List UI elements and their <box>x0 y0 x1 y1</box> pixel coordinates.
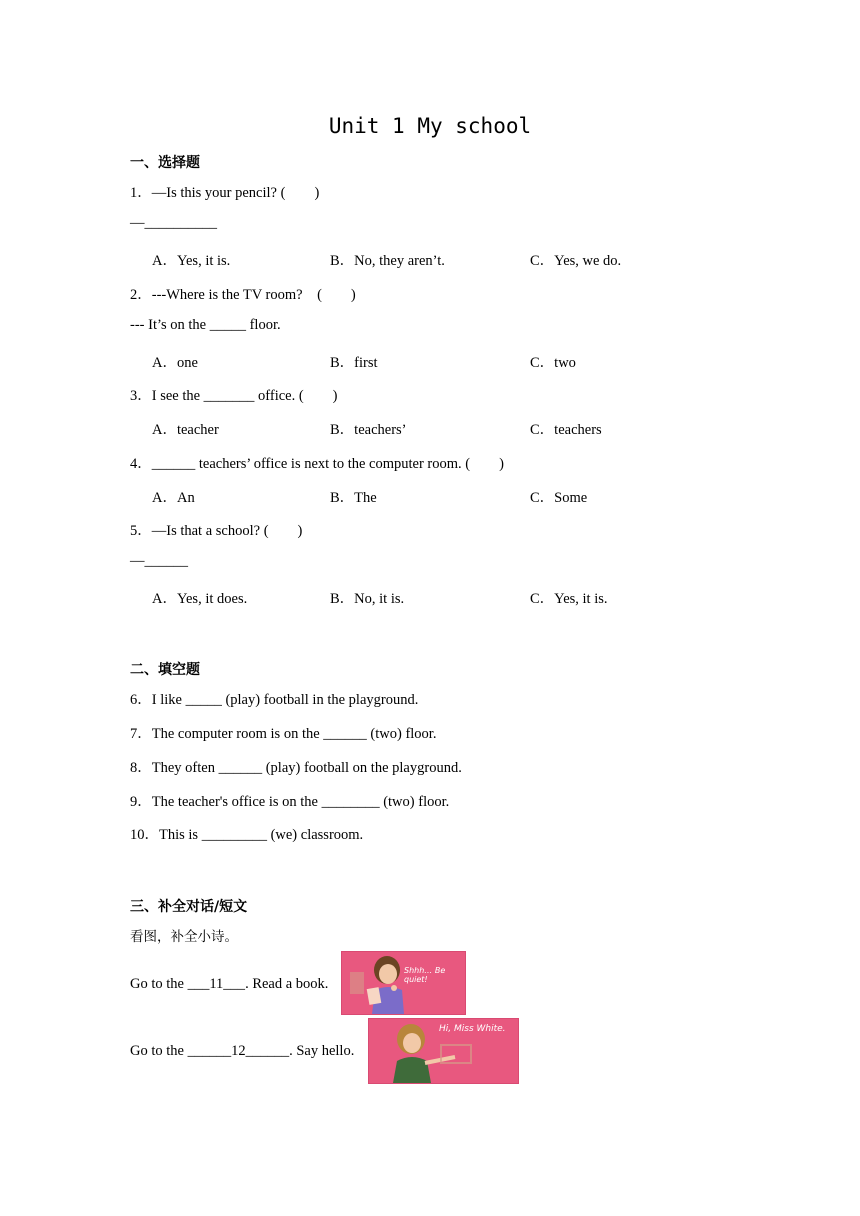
question-2-option-b[interactable]: B．first <box>330 355 378 371</box>
question-1-answer-line: —__________ <box>130 215 217 231</box>
poem-line-2-post: . Say hello. <box>289 1043 355 1059</box>
question-5-stem: 5．—Is that a school? ( ) <box>130 523 303 539</box>
page-title: Unit 1 My school <box>328 114 532 138</box>
picture-1-speech: Shhh… Be quiet! <box>404 966 446 984</box>
poem-instruction: 看图，补全小诗。 <box>130 929 238 945</box>
question-4-option-a[interactable]: A．An <box>152 490 195 506</box>
poem-line-2 <box>130 1043 354 1060</box>
question-1-option-b[interactable]: B．No, they aren’t. <box>330 253 445 269</box>
question-2-answer-line: --- It’s on the _____ floor. <box>130 317 281 333</box>
question-5-answer-line: —______ <box>130 553 188 569</box>
question-2-option-c[interactable]: C．two <box>530 355 576 371</box>
teachers-office-picture <box>368 1018 519 1084</box>
fill-question: 7．The computer room is on the ______ (two) floor. <box>130 726 437 742</box>
poem-blank-11[interactable]: ___11___ <box>187 976 246 992</box>
question-3-stem: 3．I see the _______ office. ( ) <box>130 388 338 404</box>
question-2-stem: 2．---Where is the TV room? ( ) <box>130 287 356 303</box>
question-4-stem: 4．______ teachers’ office is next to the computer room. ( ) <box>130 456 504 472</box>
poem-blank-12[interactable]: ______12______ <box>187 1043 290 1059</box>
fill-question: 10．This is _________ (we) classroom. <box>130 827 364 843</box>
poem-line-1-post: . Read a book. <box>245 976 329 992</box>
question-1-option-a[interactable]: A．Yes, it is. <box>152 253 231 269</box>
poem-line-1 <box>130 976 328 993</box>
question-1-stem: 1．—Is this your pencil? ( ) <box>130 185 320 201</box>
section-heading-fill: 二、填空题 <box>130 662 200 678</box>
question-3-option-c[interactable]: C．teachers <box>530 422 602 438</box>
question-4-option-c[interactable]: C．Some <box>530 490 588 506</box>
section-heading-dialogue: 三、补全对话/短文 <box>130 899 248 915</box>
fill-question: 8．They often ______ (play) football on the playground. <box>130 760 462 776</box>
question-3-option-a[interactable]: A．teacher <box>152 422 219 438</box>
fill-question: 9．The teacher's office is on the ________ (two) floor. <box>130 794 450 810</box>
question-4-option-b[interactable]: B．The <box>330 490 377 506</box>
section-heading-choice: 一、选择题 <box>130 155 200 171</box>
picture-2-speech: Hi, Miss White. <box>439 1024 506 1034</box>
question-5-option-b[interactable]: B．No, it is. <box>330 591 405 607</box>
question-3-option-b[interactable]: B．teachers’ <box>330 422 407 438</box>
question-1-option-c[interactable]: C．Yes, we do. <box>530 253 622 269</box>
question-5-option-c[interactable]: C．Yes, it is. <box>530 591 608 607</box>
poem-line-2-pre: Go to the <box>130 1043 188 1059</box>
poem-line-1-pre: Go to the <box>130 976 188 992</box>
question-5-option-a[interactable]: A．Yes, it does. <box>152 591 248 607</box>
fill-question: 6．I like _____ (play) football in the playground. <box>130 692 419 708</box>
question-2-option-a[interactable]: A．one <box>152 355 198 371</box>
library-picture <box>341 951 466 1015</box>
